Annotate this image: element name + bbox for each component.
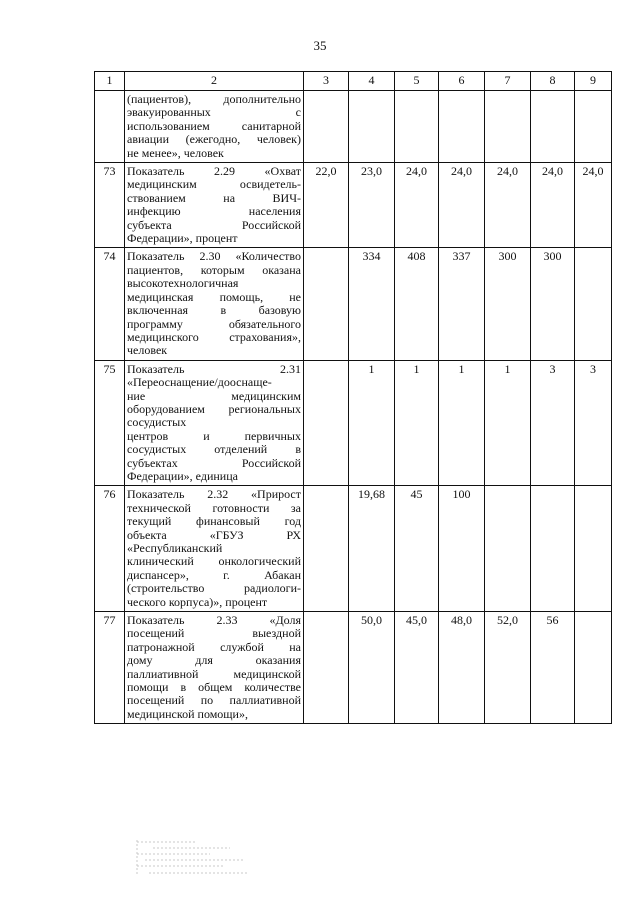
value-cell <box>575 612 612 724</box>
value-cell <box>531 91 575 163</box>
value-cell: 45 <box>395 486 439 612</box>
description-line: посещений по паллиативной <box>127 693 301 708</box>
description-line: посещений выездной <box>127 626 301 641</box>
table-row <box>95 163 612 248</box>
table-header-row <box>95 72 612 91</box>
value-cell: 23,0 <box>349 163 395 248</box>
description-line: объекта «ГБУЗ РХ <box>127 527 301 542</box>
value-cell <box>304 91 349 163</box>
value-cell: 56 <box>531 612 575 724</box>
indicator-description <box>125 486 304 612</box>
column-header: 7 <box>485 72 531 91</box>
indicator-description <box>125 248 304 360</box>
value-cell <box>531 486 575 612</box>
description-line: Федерации», процент <box>127 231 238 246</box>
registration-stamp <box>135 838 248 878</box>
description-line: ствованием на ВИЧ- <box>127 190 301 205</box>
description-line: дому для оказания <box>127 653 301 668</box>
value-cell <box>304 360 349 486</box>
description-line: эвакуированных с <box>127 105 301 120</box>
value-cell <box>485 91 531 163</box>
value-cell: 45,0 <box>395 612 439 724</box>
indicator-description <box>125 612 304 724</box>
row-number: 77 <box>95 612 125 724</box>
value-cell <box>575 91 612 163</box>
value-cell <box>349 91 395 163</box>
column-header: 9 <box>575 72 612 91</box>
row-number: 73 <box>95 163 125 248</box>
value-cell: 22,0 <box>304 163 349 248</box>
value-cell <box>304 612 349 724</box>
description-line: субъекта Российской <box>127 217 301 232</box>
indicator-description <box>125 360 304 486</box>
value-cell: 1 <box>485 360 531 486</box>
value-cell <box>304 248 349 360</box>
value-cell: 24,0 <box>439 163 485 248</box>
indicator-description <box>125 91 304 163</box>
description-line: технической готовности за <box>127 500 301 515</box>
table-row <box>95 612 612 724</box>
description-line: оборудованием региональных <box>127 401 301 416</box>
value-cell: 50,0 <box>349 612 395 724</box>
value-cell: 19,68 <box>349 486 395 612</box>
description-line: использованием санитарной <box>127 118 301 133</box>
value-cell <box>575 486 612 612</box>
value-cell: 24,0 <box>395 163 439 248</box>
table-row <box>95 360 612 486</box>
value-cell: 52,0 <box>485 612 531 724</box>
description-line: программу обязательного <box>127 316 301 331</box>
description-line: (строительство радиологи- <box>127 581 301 596</box>
indicator-description <box>125 163 304 248</box>
description-line: (пациентов), дополнительно <box>127 92 301 106</box>
value-cell <box>395 91 439 163</box>
indicators-table <box>94 71 612 724</box>
value-cell: 100 <box>439 486 485 612</box>
description-line: Федерации», единица <box>127 468 238 483</box>
table-row <box>95 486 612 612</box>
description-line: Показатель 2.33 «Доля <box>127 613 301 628</box>
row-number <box>95 91 125 163</box>
value-cell: 300 <box>531 248 575 360</box>
row-number: 75 <box>95 360 125 486</box>
description-line: включенная в базовую <box>127 303 301 318</box>
value-cell: 24,0 <box>485 163 531 248</box>
value-cell <box>575 248 612 360</box>
description-line: патронажной службой на <box>127 639 301 654</box>
value-cell: 1 <box>395 360 439 486</box>
description-line: авиации (ежегодно, человек) <box>127 132 301 147</box>
description-line: пациентов, которым оказана <box>127 262 301 277</box>
description-line: Показатель 2.29 «Охват <box>127 164 301 179</box>
description-line: Показатель 2.31 <box>127 361 301 376</box>
row-number: 76 <box>95 486 125 612</box>
description-line: субъектах Российской <box>127 455 301 470</box>
value-cell: 408 <box>395 248 439 360</box>
description-line: «Переоснащение/дооснаще- <box>127 375 272 390</box>
row-number: 74 <box>95 248 125 360</box>
description-line: сосудистых <box>127 415 187 430</box>
value-cell: 24,0 <box>575 163 612 248</box>
description-line: паллиативной медицинской <box>127 666 301 681</box>
table-row <box>95 248 612 360</box>
value-cell: 300 <box>485 248 531 360</box>
description-line: человек <box>127 343 168 358</box>
description-line: «Республиканский <box>127 541 223 555</box>
value-cell: 337 <box>439 248 485 360</box>
column-header: 2 <box>125 72 304 91</box>
description-line: не менее», человек <box>127 145 224 160</box>
description-line: текущий финансовый год <box>127 514 301 529</box>
description-line: высокотехнологичная <box>127 276 239 291</box>
value-cell: 3 <box>531 360 575 486</box>
column-header: 1 <box>95 72 125 91</box>
value-cell <box>439 91 485 163</box>
description-line: Показатель 2.32 «Прирост <box>127 487 301 502</box>
column-header: 6 <box>439 72 485 91</box>
column-header: 5 <box>395 72 439 91</box>
description-line: центров и первичных <box>127 428 301 443</box>
description-line: диспансер», г. Абакан <box>127 567 301 582</box>
page-number: 35 <box>313 38 327 53</box>
description-line: медицинской помощи», <box>127 706 248 721</box>
description-line: помощи в общем количестве <box>127 680 301 695</box>
column-header: 4 <box>349 72 395 91</box>
value-cell <box>485 486 531 612</box>
value-cell: 1 <box>349 360 395 486</box>
table-row <box>95 91 612 163</box>
column-header: 8 <box>531 72 575 91</box>
value-cell: 334 <box>349 248 395 360</box>
description-line: Показатель 2.30 «Количество <box>127 249 301 264</box>
column-header: 3 <box>304 72 349 91</box>
description-line: ние медицинским <box>127 388 301 403</box>
description-line: медицинским освидетель- <box>127 177 301 192</box>
value-cell: 48,0 <box>439 612 485 724</box>
description-line: сосудистых отделений в <box>127 442 301 457</box>
description-line: инфекцию населения <box>127 204 301 219</box>
value-cell <box>304 486 349 612</box>
value-cell: 3 <box>575 360 612 486</box>
description-line: медицинского страхования», <box>127 329 301 344</box>
description-line: клинический онкологический <box>127 554 301 569</box>
value-cell: 24,0 <box>531 163 575 248</box>
description-line: ческого корпуса)», процент <box>127 594 268 609</box>
description-line: медицинская помощь, не <box>127 289 301 304</box>
value-cell: 1 <box>439 360 485 486</box>
